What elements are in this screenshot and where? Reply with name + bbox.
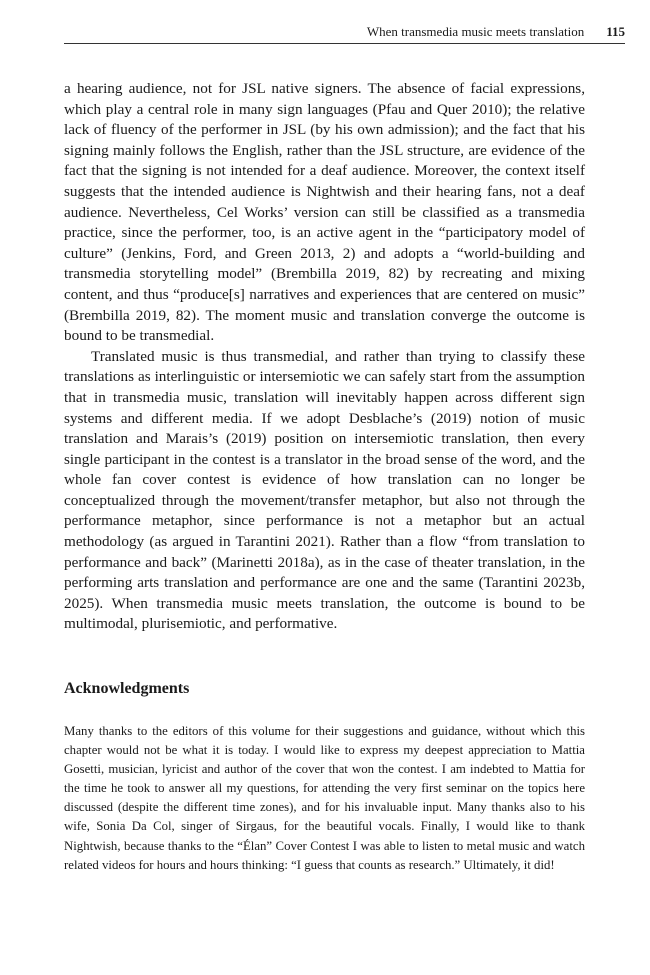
- body-text: [64, 79, 585, 635]
- acknowledgments-text: Many thanks to the editors of this volume for their suggestions and guidance, without which this chapter would not be what it is today. I would like to express my deepest appreciation to Mattia Gosetti, musician, lyricist and author of the cover that won the contest. I am indebted to Mattia for the time he took to answer all my questions, for attending the very first seminar on the topics here discussed (despite the different time zones), and for his invaluable input. Many thanks also to his wife, Sonia Da Col, singer of Sirgaus, for the beautiful vocals. Finally, I would like to thank Nightwish, because thanks to the “Élan” Cover Contest I was able to listen to metal music and watch related videos for hours and hours thinking: “I guess that counts as research.” Ultimately, it did!: [64, 724, 585, 872]
- section-heading-acknowledgments: Acknowledgments: [64, 680, 190, 697]
- page-number: 115: [606, 24, 625, 39]
- running-title: When transmedia music meets translation: [366, 24, 585, 39]
- running-head: [64, 24, 625, 44]
- body-paragraph: Translated music is thus transmedial, and rather than trying to classify these translations as interlinguistic or intersemiotic we can safely start from the assumption that in transmedia music, translation will inevitably happen across different sign systems and different media. If we adopt Desblache’s (2019) notion of music translation and Marais’s (2019) position on intersemiotic translation, then every single participant in the contest is a translator in the broad sense of the word, and the whole fan cover contest is evidence of how translation can no longer be conceptualized through the movement/transfer metaphor, but also not through the performance metaphor, since performance is not a metaphor but an actual methodology (as argued in Tarantini 2021). Rather than a flow “from translation to performance and back” (Marinetti 2018a), as in the case of theater translation, in the performing arts translation and performance are one and the same (Tarantini 2023b, 2025). When transmedia music meets translation, the outcome is bound to be multimodal, plurisemiotic, and performative.: [64, 347, 585, 633]
- body-paragraph: a hearing audience, not for JSL native signers. The absence of facial expressions, which play a central role in many sign languages (Pfau and Quer 2010); the relative lack of fluency of the performer in JSL (by his own admission); and the fact that his signing mainly follows the English, rather than the JSL structure, are evidence of the fact that the signing is not intended for a deaf audience. Moreover, the context itself suggests that the intended audience is Nightwish and their hearing fans, not a deaf audience. Nevertheless, Cel Works’ version can still be classified as a transmedia practice, since the performer, too, is an active agent in the “participatory model of culture” (Jenkins, Ford, and Green 2013, 2) and adopts a “world-building and transmedia storytelling model” (Brembilla 2019, 82) by recreating and mixing content, and thus “produce[s] narratives and experiences that are centered on music” (Brembilla 2019, 82). The moment music and translation converge the outcome is bound to be transmedial.: [64, 80, 585, 345]
